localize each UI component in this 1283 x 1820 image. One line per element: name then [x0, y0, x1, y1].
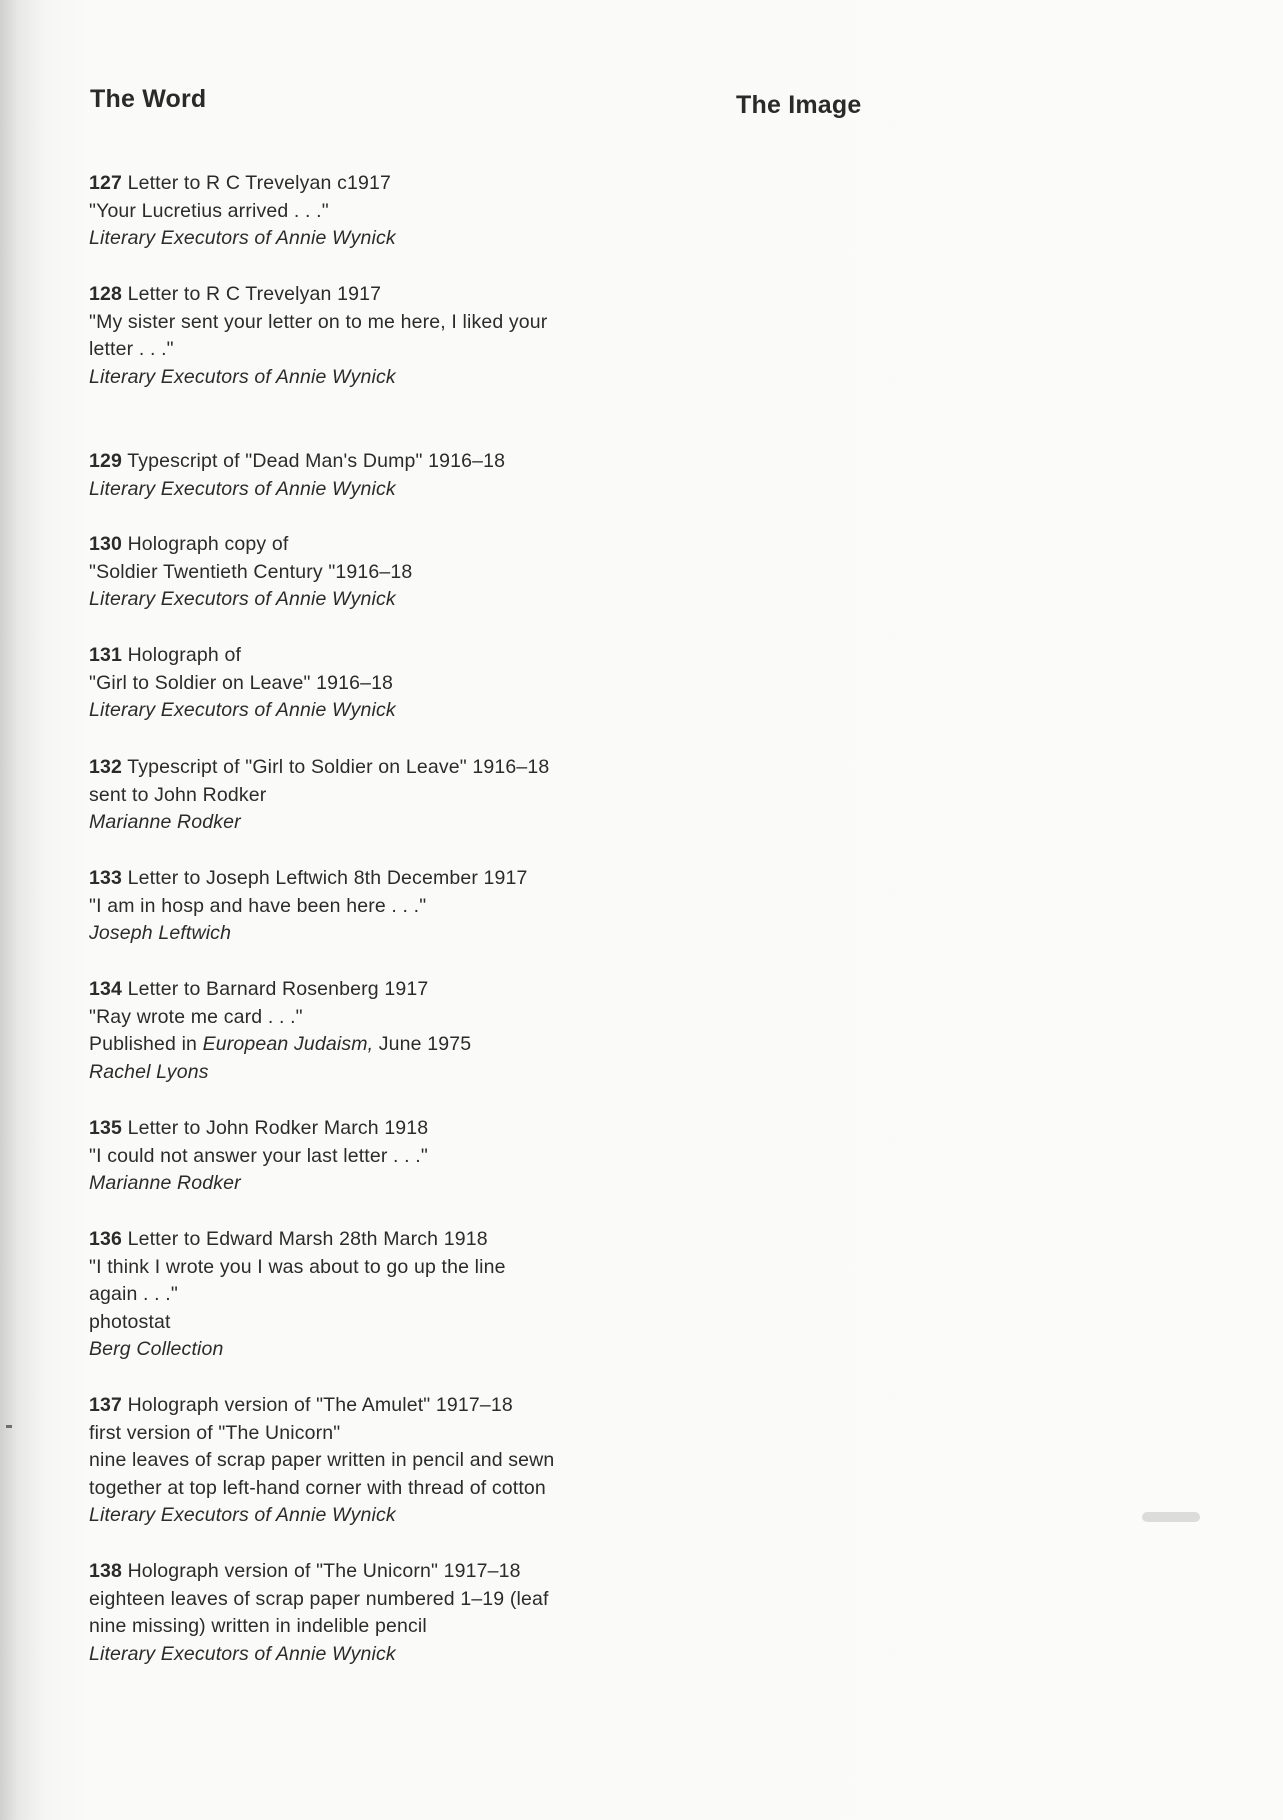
entry-number: 138 [89, 1560, 122, 1582]
entry-title-line: 128 Letter to R C Trevelyan 1917 [89, 283, 382, 305]
entry-title-line: "Soldier Twentieth Century "1916–18 [89, 560, 413, 583]
entry-title-line: 132 Typescript of "Girl to Soldier on Leave" 1916–18 [89, 756, 550, 778]
catalogue-entry-134 [89, 976, 689, 1086]
page-fold-mark [6, 1425, 12, 1428]
entry-title-line: nine leaves of scrap paper written in pencil and sewn [89, 1449, 555, 1472]
entry-title-line: 134 Letter to Barnard Rosenberg 1917 [89, 978, 429, 1000]
entry-title-line: 135 Letter to John Rodker March 1918 [89, 1117, 429, 1139]
entry-lender: Literary Executors of Annie Wynick [89, 588, 396, 611]
entry-number: 134 [89, 978, 122, 1000]
entry-title-line: 131 Holograph of [89, 644, 242, 666]
entry-lender: Literary Executors of Annie Wynick [89, 1504, 396, 1527]
entry-number: 131 [89, 644, 122, 666]
entry-title-line: "Your Lucretius arrived . . ." [89, 199, 329, 222]
journal-title: European Judaism, [202, 1033, 374, 1056]
entry-number: 135 [89, 1117, 122, 1139]
entry-title-line: first version of "The Unicorn" [89, 1421, 341, 1444]
entry-title-line: 133 Letter to Joseph Leftwich 8th December 1917 [89, 867, 528, 889]
entry-title-line: "I am in hosp and have been here . . ." [89, 894, 427, 917]
heading-the-image: The Image [736, 91, 862, 119]
entry-lender: Literary Executors of Annie Wynick [89, 699, 396, 722]
entry-title-line: letter . . ." [89, 338, 174, 361]
entry-number: 136 [89, 1228, 122, 1250]
entry-title-line: "Ray wrote me card . . ." [89, 1005, 303, 1028]
entry-title-line: again . . ." [89, 1283, 178, 1306]
entry-title-line: 127 Letter to R C Trevelyan c1917 [89, 172, 391, 194]
entry-title-line: 138 Holograph version of "The Unicorn" 1917–18 [89, 1560, 521, 1582]
entry-title-line: 130 Holograph copy of [89, 533, 289, 555]
catalogue-entry-131 [89, 642, 689, 725]
catalogue-entry-130 [89, 531, 689, 614]
entry-lender: Marianne Rodker [89, 1172, 241, 1195]
entry-lender: Marianne Rodker [89, 811, 241, 834]
entry-title-line: 136 Letter to Edward Marsh 28th March 1918 [89, 1228, 488, 1250]
entry-number: 128 [89, 283, 122, 305]
catalogue-entry-132 [89, 754, 689, 837]
catalogue-entry-133 [89, 865, 689, 948]
entry-lender: Literary Executors of Annie Wynick [89, 227, 396, 250]
entry-lender: Berg Collection [89, 1338, 224, 1361]
entry-published-line: Published in European Judaism, June 1975 [89, 1033, 472, 1056]
entry-number: 132 [89, 756, 122, 778]
catalogue-entry-128 [89, 281, 689, 391]
entry-title-line: together at top left-hand corner with thread of cotton [89, 1476, 546, 1499]
catalogue-entry-135 [89, 1115, 689, 1198]
entry-title-line: "I could not answer your last letter . . ." [89, 1144, 428, 1167]
catalogue-entry-127 [89, 170, 689, 253]
entry-title-line: "I think I wrote you I was about to go up the line [89, 1255, 506, 1278]
entry-lender: Rachel Lyons [89, 1060, 209, 1083]
entry-lender: Joseph Leftwich [89, 922, 232, 945]
entry-title-line: "My sister sent your letter on to me here, I liked your [89, 310, 548, 333]
entry-number: 127 [89, 172, 122, 194]
heading-the-word: The Word [90, 85, 207, 113]
entry-number: 129 [89, 450, 122, 472]
entry-title-line: "Girl to Soldier on Leave" 1916–18 [89, 671, 394, 694]
entry-title-line: nine missing) written in indelible pencil [89, 1615, 427, 1638]
catalogue-entry-129 [89, 448, 689, 503]
entry-number: 133 [89, 867, 122, 889]
entry-title-line: 129 Typescript of "Dead Man's Dump" 1916–18 [89, 450, 506, 472]
catalogue-entry-136 [89, 1226, 689, 1364]
entry-title-line: sent to John Rodker [89, 783, 267, 806]
entry-title-line: photostat [89, 1310, 171, 1333]
entry-number: 137 [89, 1394, 122, 1416]
entry-lender: Literary Executors of Annie Wynick [89, 477, 396, 500]
entry-title-line: 137 Holograph version of "The Amulet" 1917–18 [89, 1394, 513, 1416]
entry-title-line: eighteen leaves of scrap paper numbered 1–19 (leaf [89, 1587, 549, 1610]
entry-lender: Literary Executors of Annie Wynick [89, 365, 396, 388]
entry-lender: Literary Executors of Annie Wynick [89, 1642, 396, 1665]
catalogue-entry-137 [89, 1392, 689, 1530]
paper-smudge [1142, 1512, 1200, 1522]
catalogue-entry-138 [89, 1558, 689, 1668]
entry-number: 130 [89, 533, 122, 555]
